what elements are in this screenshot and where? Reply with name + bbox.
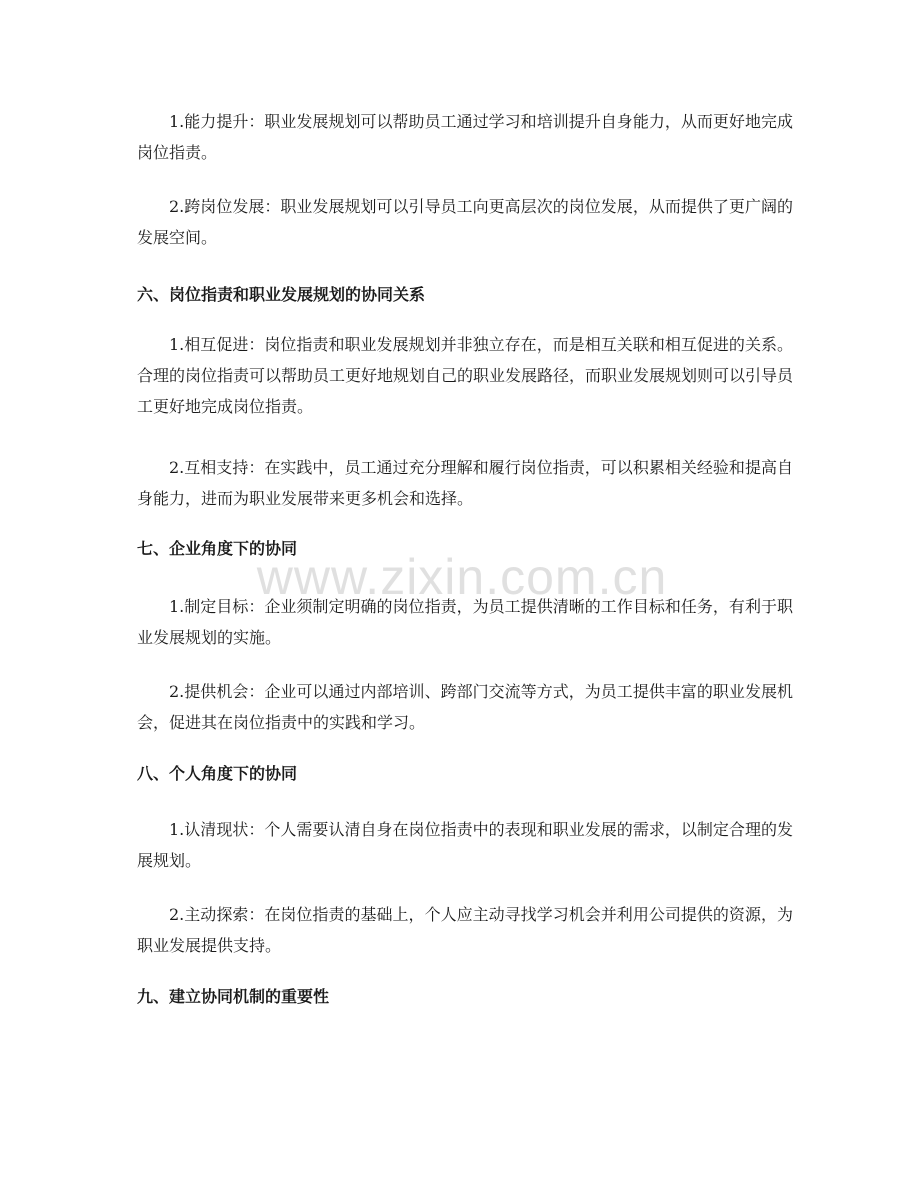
section-heading-8: 八、个人角度下的协同 [137, 764, 298, 783]
watermark: www.zixin.com.cn [256, 549, 668, 605]
section-heading-7: 七、企业角度下的协同 [137, 539, 298, 558]
section-heading-9: 九、建立协同机制的重要性 [137, 987, 330, 1006]
section-heading-6: 六、岗位指责和职业发展规划的协同关系 [137, 285, 426, 304]
paragraph-ability-improvement: 1.能力提升：职业发展规划可以帮助员工通过学习和培训提升自身能力，从而更好地完成岗位指责。 [137, 112, 793, 162]
paragraph-cross-position-development: 2.跨岗位发展：职业发展规划可以引导员工向更高层次的岗位发展，从而提供了更广阔的发展空间。 [137, 197, 793, 247]
paragraph-provide-opportunities: 2.提供机会：企业可以通过内部培训、跨部门交流等方式，为员工提供丰富的职业发展机会，促进其在岗位指责中的实践和学习。 [137, 682, 793, 732]
paragraph-recognize-status: 1.认清现状：个人需要认清自身在岗位指责中的表现和职业发展的需求，以制定合理的发展规划。 [137, 820, 793, 870]
paragraph-mutual-support: 2.互相支持：在实践中，员工通过充分理解和履行岗位指责，可以积累相关经验和提高自身能力，进而为职业发展带来更多机会和选择。 [137, 458, 793, 508]
paragraph-active-exploration: 2.主动探索：在岗位指责的基础上，个人应主动寻找学习机会并利用公司提供的资源，为职业发展提供支持。 [137, 905, 793, 955]
paragraph-set-goals: 1.制定目标：企业须制定明确的岗位指责，为员工提供清晰的工作目标和任务，有利于职业发展规划的实施。 [137, 597, 793, 647]
paragraph-mutual-promotion: 1.相互促进：岗位指责和职业发展规划并非独立存在，而是相互关联和相互促进的关系。合理的岗位指责可以帮助员工更好地规划自己的职业发展路径，而职业发展规划则可以引导员工更好地完成岗位指责。 [137, 335, 794, 416]
